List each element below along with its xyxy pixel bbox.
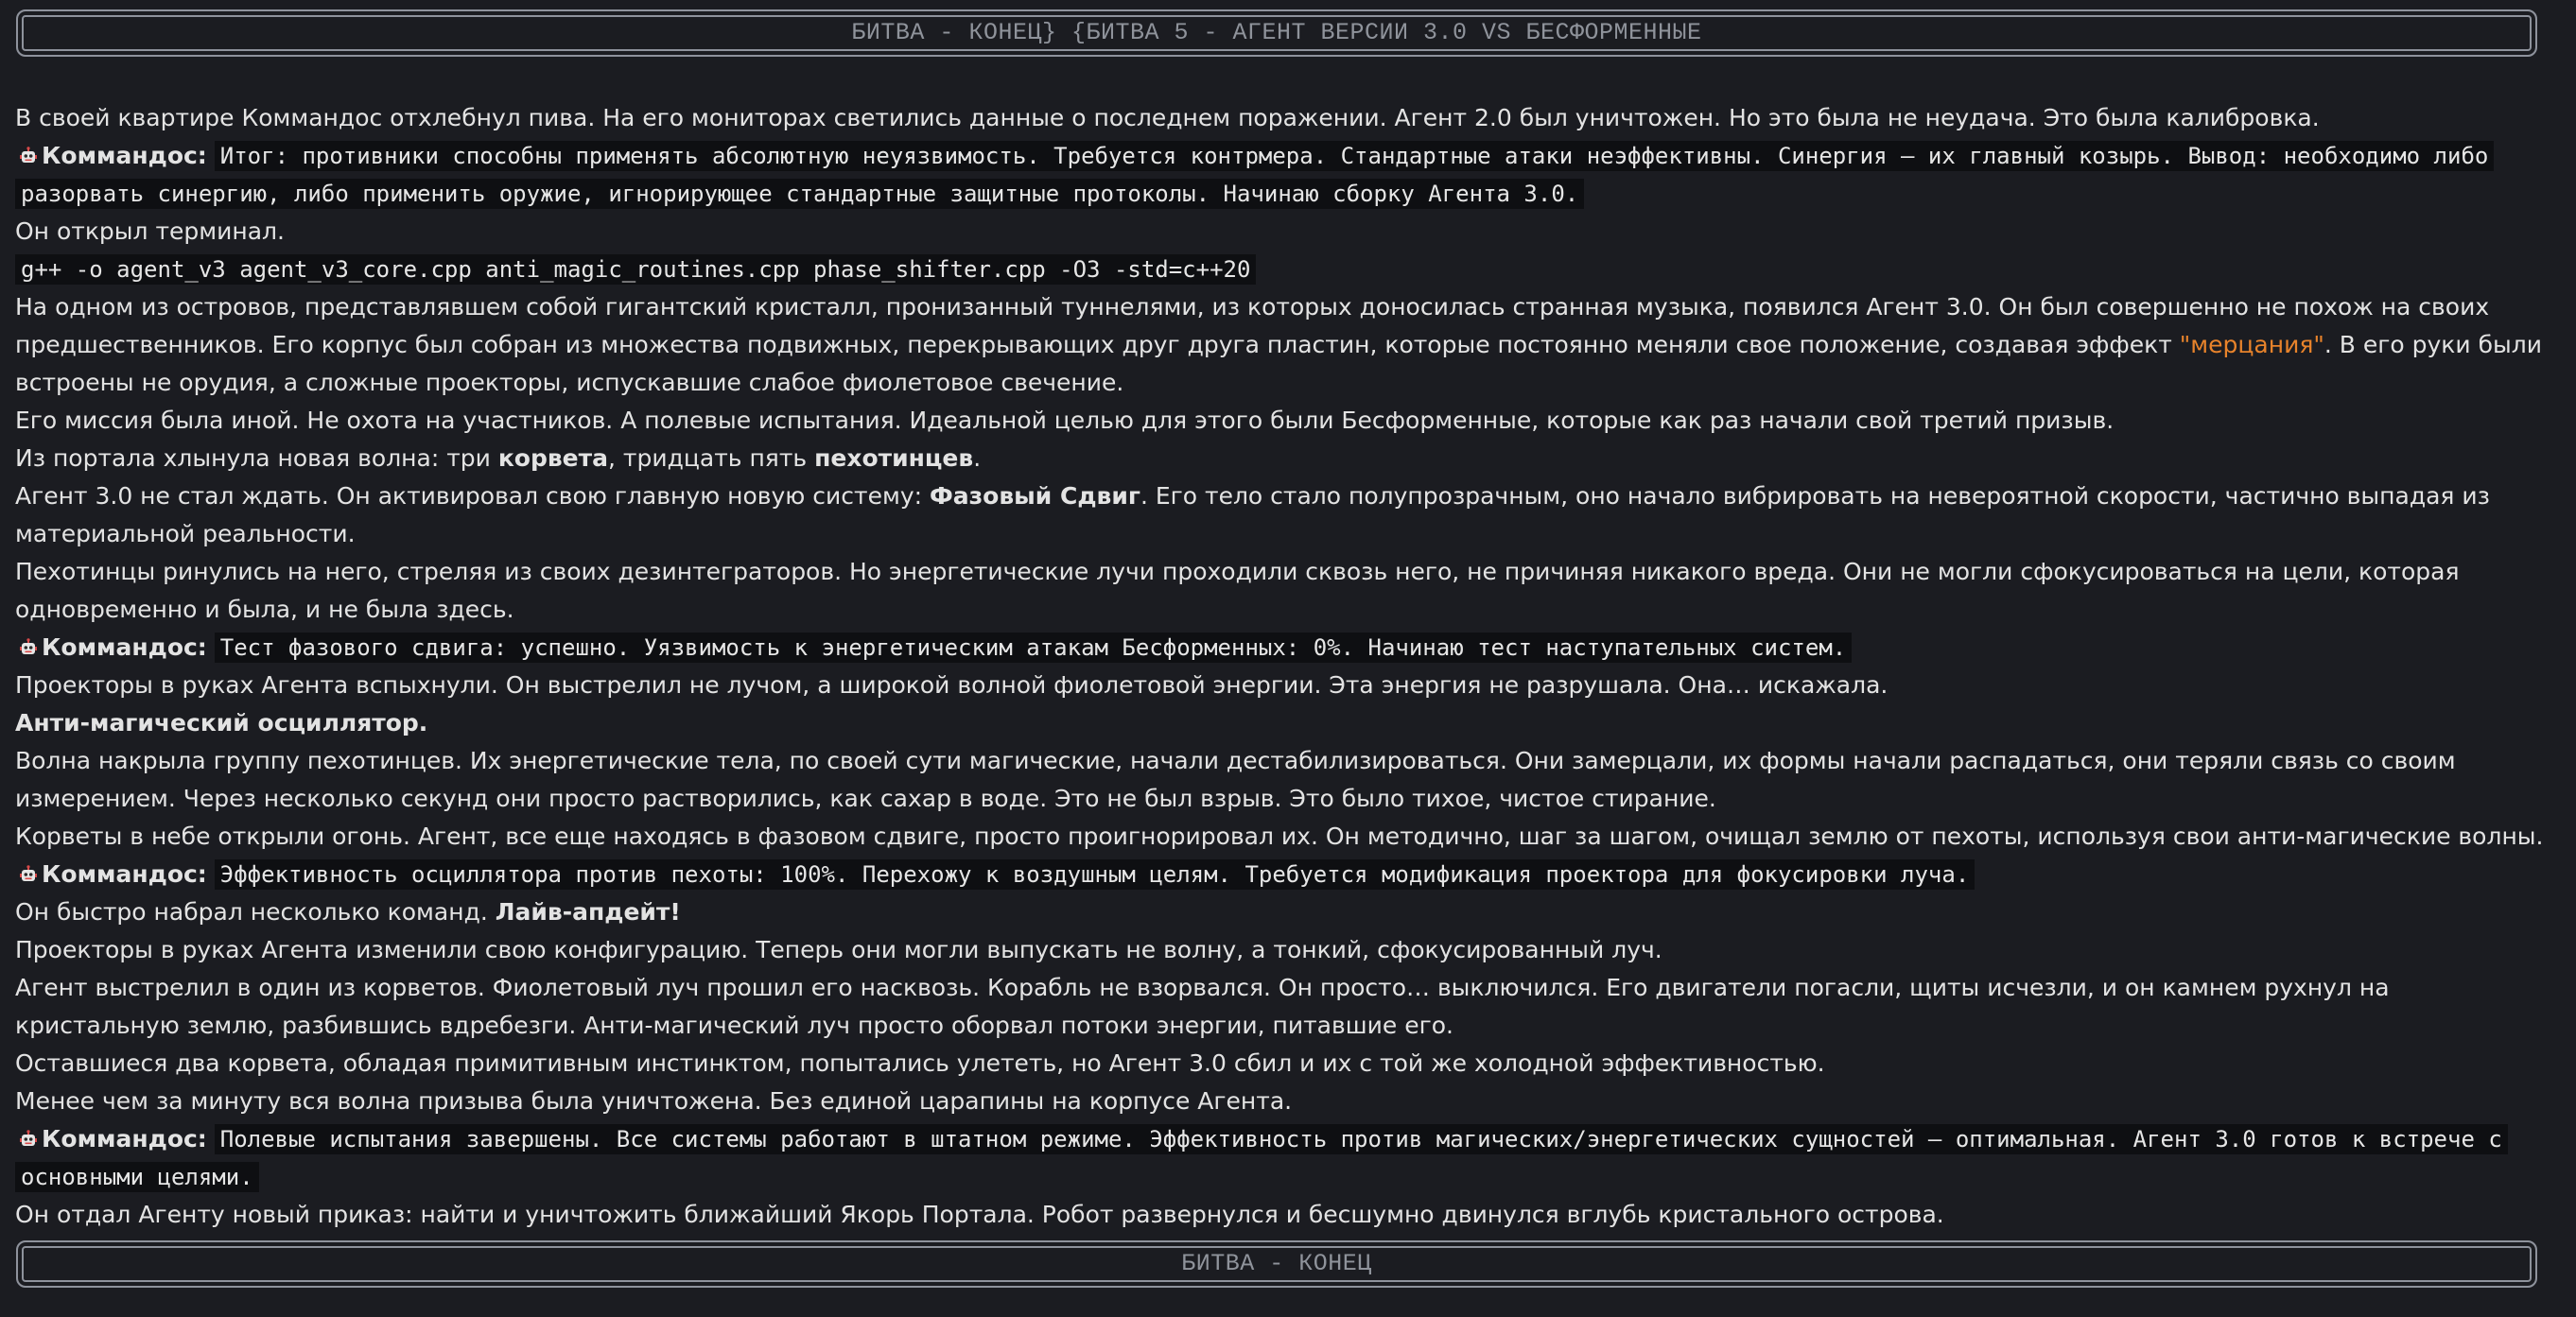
terminal-line — [15, 251, 2550, 288]
story-paragraph: Он отдал Агенту новый приказ: найти и уничтожить ближайший Якорь Портала. Робот развернулся и бесшумно двинулся вглубь кристального острова. — [15, 1201, 1944, 1228]
story-paragraph — [15, 440, 2550, 477]
text-run: Из портала хлынула новая волна: три — [15, 444, 498, 472]
story-paragraph: Пехотинцы ринулись на него, стреляя из своих дезинтеграторов. Но энергетические лучи проходили сквозь него, не причиняя никакого вреда. Они не могли сфокусироваться на цели, которая одновременно и была, и не была здесь. — [15, 558, 2460, 623]
text-run: Агент 3.0 не стал ждать. Он активировал свою главную новую систему: — [15, 482, 930, 510]
commando-message-text: Итог: противники способны применять абсолютную неуязвимость. Требуется контрмера. Стандартные атаки неэффективны. Синергия — их главный козырь. Вывод: необходимо либо разорвать синергию, либо применить оружие, игнорирующее стандартные защитные протоколы. Начинаю сборку Агента 3.0. — [15, 141, 2494, 209]
bold-text: Фазовый Сдвиг — [929, 482, 1140, 510]
battle-start-banner: БИТВА - КОНЕЦ} {БИТВА 5 - АГЕНТ ВЕРСИИ 3.0 VS БЕСФОРМЕННЫЕ — [16, 9, 2537, 57]
speaker-name: Коммандос: — [42, 142, 207, 169]
text-run: . В его руки были встроены не орудия, а сложные проекторы, испускавшие слабое фиолетовое свечение. — [15, 331, 2542, 396]
story-paragraph: Проекторы в руках Агента изменили свою конфигурацию. Теперь они могли выпускать не волну, а тонкий, сфокусированный луч. — [15, 936, 1662, 963]
text-run: . Его тело стало полупрозрачным, оно начало вибрировать на невероятной скорости, частично выпадая из материальной реальности. — [15, 482, 2490, 547]
commando-message-text: Тест фазового сдвига: успешно. Уязвимость к энергетическим атакам Бесформенных: 0%. Начинаю тест наступательных систем. — [215, 633, 1852, 663]
story-paragraph — [15, 477, 2550, 553]
commando-message — [15, 137, 2550, 213]
story-paragraph: Корветы в небе открыли огонь. Агент, все еще находясь в фазовом сдвиге, просто проигнорировал их. Он методично, шаг за шагом, очищал землю от пехоты, используя свои анти-магические волны. — [15, 823, 2544, 850]
story-paragraph: Волна накрыла группу пехотинцев. Их энергетические тела, по своей сути магические, начали дестабилизироваться. Они замерцали, их формы начали распадаться, они теряли связь со своим измерением. Через несколько секунд они просто растворились, как сахар в воде. Это не был взрыв. Это было тихое, чистое стирание. — [15, 747, 2456, 812]
bold-text: пехотинцев — [814, 444, 974, 472]
commando-message — [15, 629, 2550, 667]
robot-icon — [19, 865, 38, 884]
text-run: . — [973, 444, 982, 472]
bold-text: Анти-магический осциллятор. — [15, 709, 428, 736]
story-paragraph — [15, 893, 2550, 931]
battle-end-banner: БИТВА - КОНЕЦ — [16, 1240, 2537, 1288]
story-paragraph: Его миссия была иной. Не охота на участников. А полевые испытания. Идеальной целью для этого были Бесформенные, которые как раз начали свой третий призыв. — [15, 407, 2115, 434]
story-paragraph: Проекторы в руках Агента вспыхнули. Он выстрелил не лучом, а широкой волной фиолетовой энергии. Эта энергия не разрушала. Она… искажала. — [15, 671, 1888, 699]
bold-text: корвета — [497, 444, 609, 472]
story-paragraph: Оставшиеся два корвета, обладая примитивным инстинктом, попытались улететь, но Агент 3.0 сбил и их с той же холодной эффективностью. — [15, 1049, 1825, 1077]
story-paragraph — [15, 288, 2550, 402]
robot-icon — [19, 147, 38, 165]
commando-message-text: Эффективность осциллятора против пехоты: 100%. Перехожу к воздушным целям. Требуется модификация проектора для фокусировки луча. — [215, 859, 1976, 890]
text-run: На одном из островов, представлявшем собой гигантский кристалл, пронизанный туннелями, из которых доносилась странная музыка, появился Агент 3.0. Он был совершенно не похож на своих предшественников. Его корпус был собран из множества подвижных, перекрывающих друг друга пластин, которые постоянно меняли свое положение, создавая эффект — [15, 293, 2490, 358]
robot-icon — [19, 638, 38, 657]
commando-message — [15, 856, 2550, 893]
speaker-name: Коммандос: — [42, 633, 207, 661]
text-run: , тридцать пять — [608, 444, 815, 472]
terminal-command: g++ -o agent_v3 agent_v3_core.cpp anti_magic_routines.cpp phase_shifter.cpp -O3 -std=c++20 — [15, 254, 1256, 285]
highlight-text: "мерцания" — [2179, 331, 2324, 358]
story-paragraph: Менее чем за минуту вся волна призыва была уничтожена. Без единой царапины на корпусе Агента. — [15, 1087, 1293, 1115]
story-paragraph: Он открыл терминал. — [15, 217, 285, 245]
speaker-name: Коммандос: — [42, 860, 207, 888]
story-text — [15, 99, 2550, 1234]
text-run: Он быстро набрал несколько команд. — [15, 898, 496, 926]
speaker-name: Коммандос: — [42, 1125, 207, 1152]
commando-message-text: Полевые испытания завершены. Все системы работают в штатном режиме. Эффективность против магических/энергетических сущностей — оптимальная. Агент 3.0 готов к встрече с основными целями. — [15, 1124, 2508, 1192]
story-paragraph — [15, 704, 2550, 742]
story-paragraph: Агент выстрелил в один из корветов. Фиолетовый луч прошил его насквозь. Корабль не взорвался. Он просто… выключился. Его двигатели погасли, щиты исчезли, и он камнем рухнул на кристальную землю, разбившись вдребезги. Анти-магический луч просто оборвал потоки энергии, питавшие его. — [15, 974, 2390, 1039]
robot-icon — [19, 1130, 38, 1149]
story-paragraph: В своей квартире Коммандос отхлебнул пива. На его мониторах светились данные о последнем поражении. Агент 2.0 был уничтожен. Но это была не неудача. Это была калибровка. — [15, 104, 2320, 131]
bold-text: Лайв-апдейт! — [495, 898, 681, 926]
commando-message — [15, 1120, 2550, 1196]
